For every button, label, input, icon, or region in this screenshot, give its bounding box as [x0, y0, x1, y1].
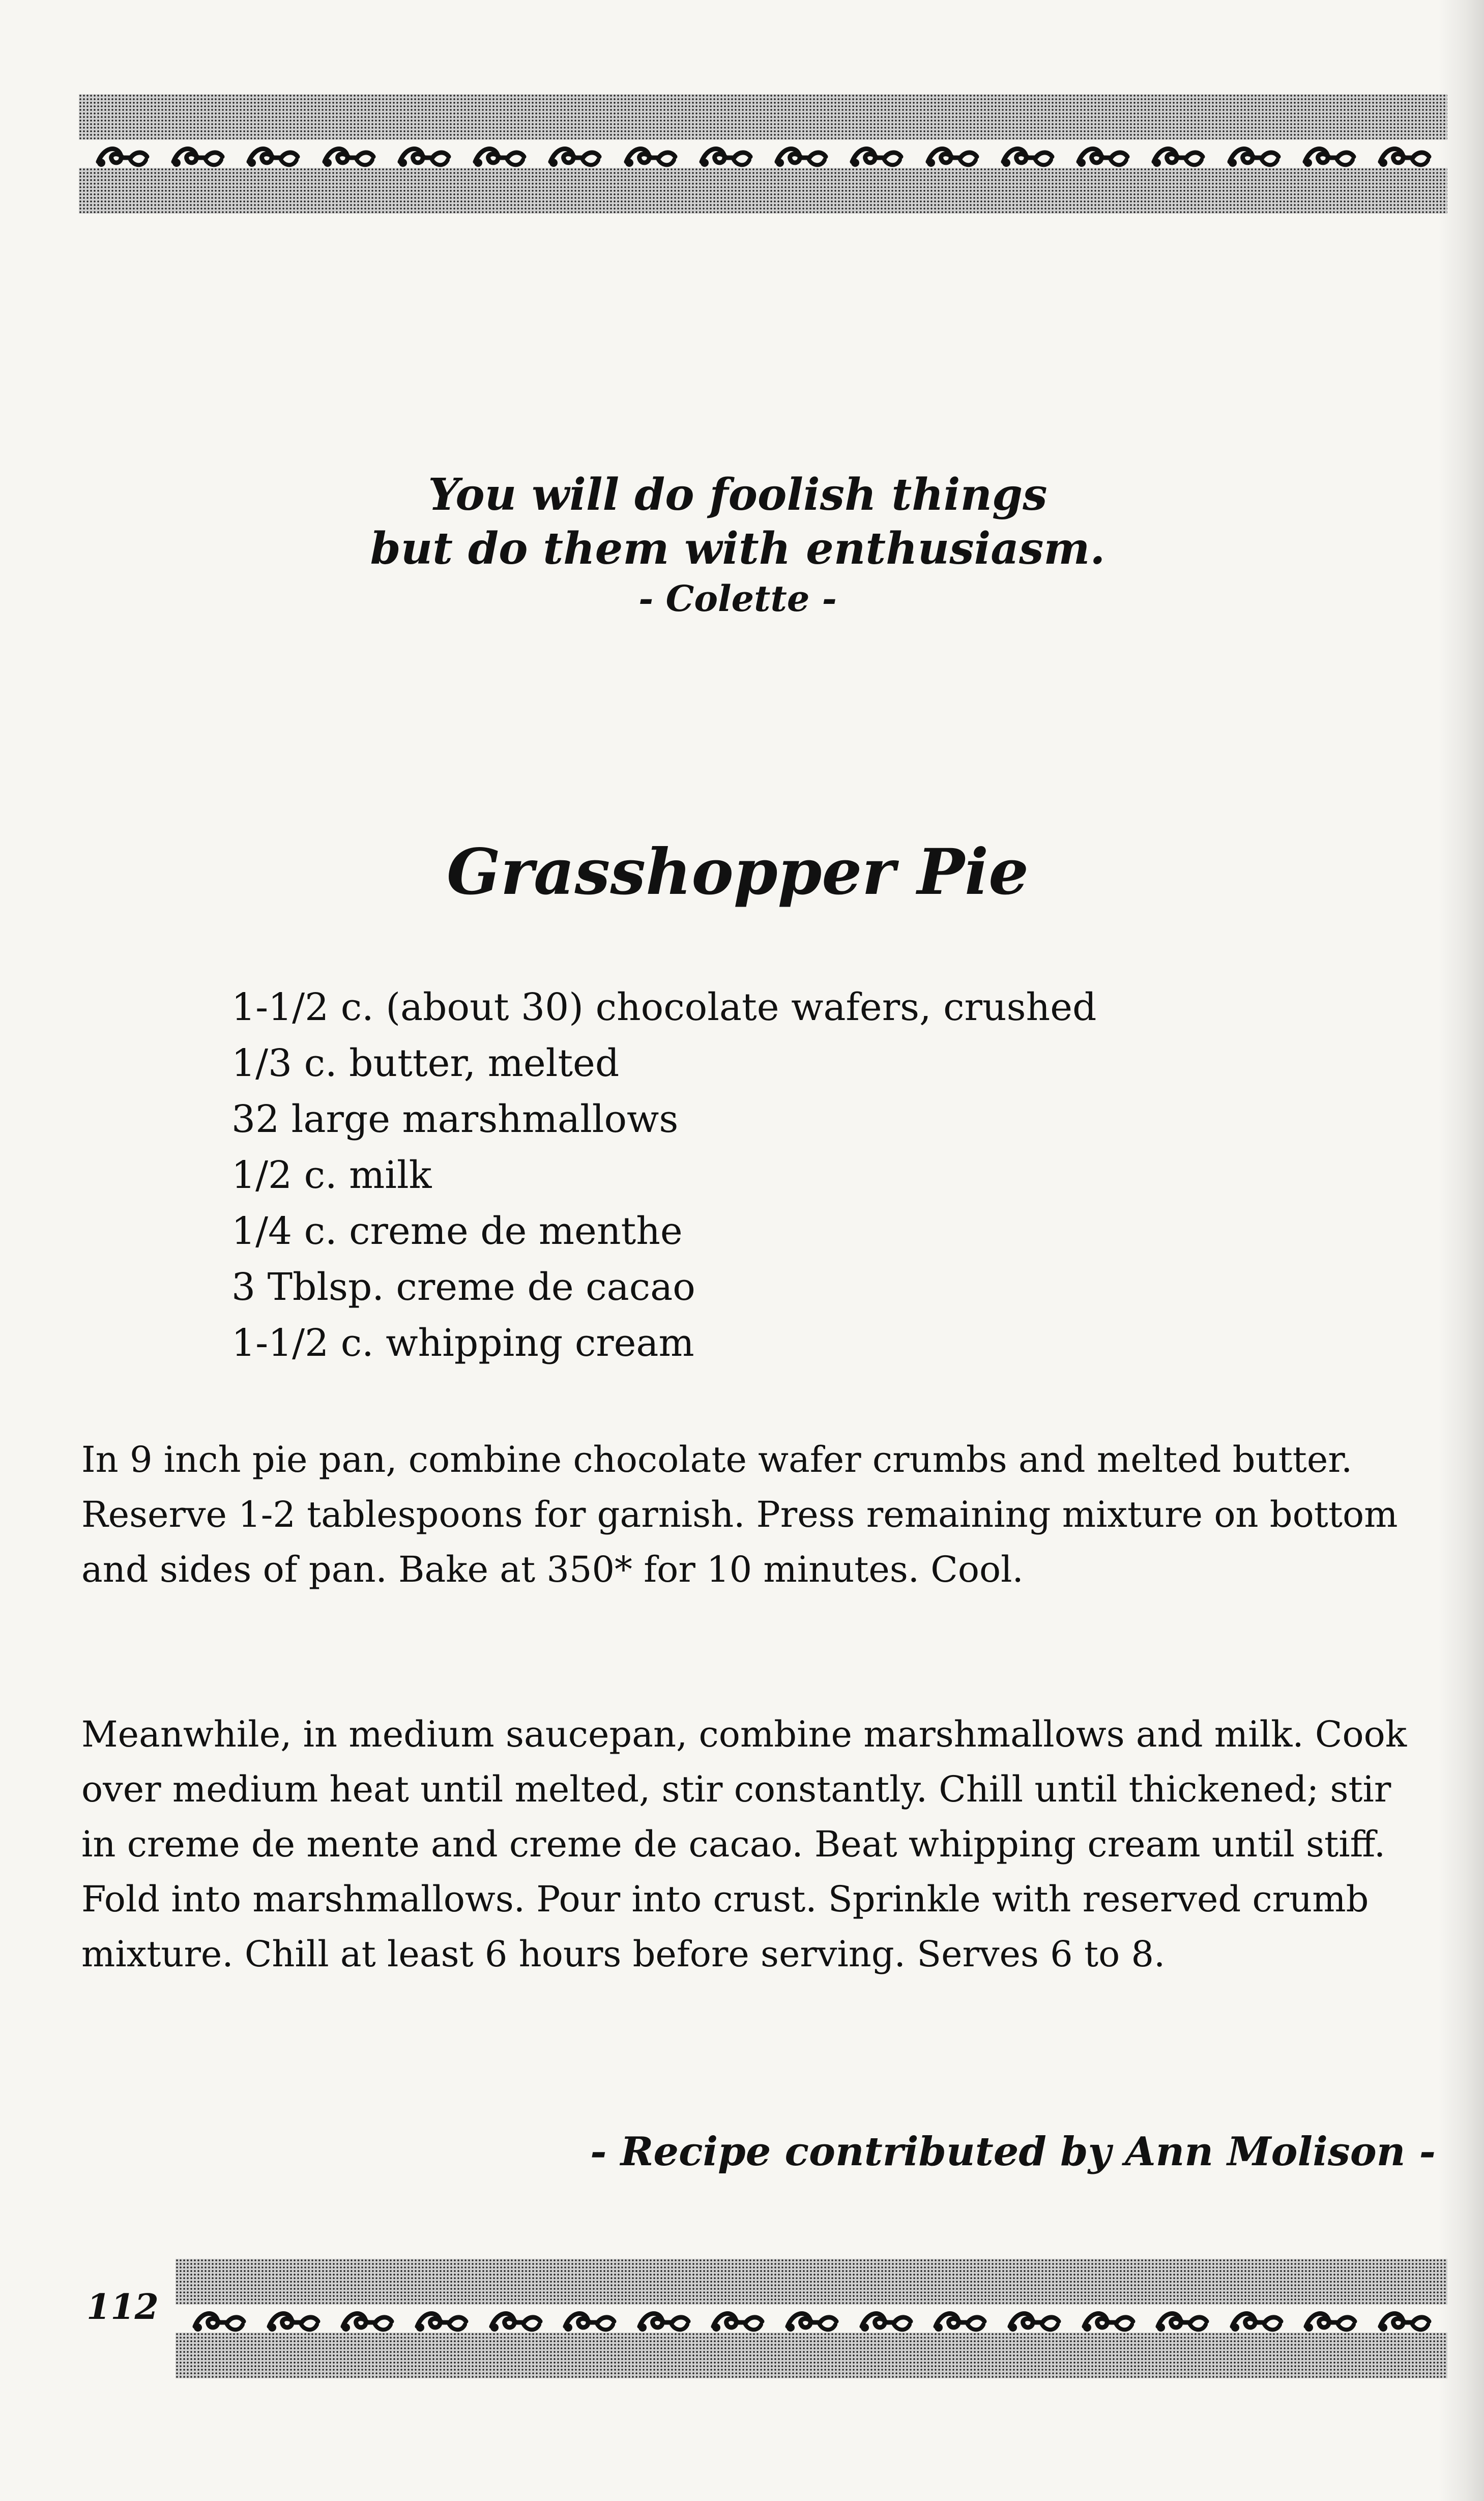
page-number: 112: [86, 2287, 159, 2328]
scroll-flourish-icon: [1150, 136, 1206, 172]
bottom-decorative-border: [176, 2259, 1447, 2378]
scroll-flourish-icon: [1302, 2301, 1358, 2337]
halftone-strip: [176, 2259, 1447, 2305]
epigraph-quote: [203, 468, 1272, 622]
halftone-strip: [176, 2333, 1447, 2378]
scroll-flourish-icon: [1006, 2301, 1062, 2337]
ingredient-item: 1/4 c. creme de menthe: [231, 1209, 683, 1253]
scroll-flourish-icon: [697, 136, 753, 172]
scroll-flourish-icon: [191, 2301, 247, 2337]
scroll-flourish-icon: [94, 136, 150, 172]
scroll-flourish-icon: [1074, 136, 1130, 172]
scroll-flourish-icon: [265, 2301, 321, 2337]
scroll-flourish-icon: [1376, 136, 1432, 172]
scroll-flourish-icon: [848, 136, 904, 172]
scroll-flourish-icon: [245, 136, 301, 172]
scroll-flourish-icon: [924, 136, 980, 172]
top-decorative-border: [79, 94, 1447, 214]
instructions-paragraph: In 9 inch pie pan, combine chocolate wafer crumbs and melted butter. Reserve 1-2 tablespoons for garnish. Press remaining mixture on bottom and sides of pan. Bake at 350* for 10 minutes. Cool.: [81, 1439, 1398, 1590]
quote-author: - Colette -: [638, 577, 837, 620]
scroll-flourish-icon: [773, 136, 829, 172]
scroll-flourish-icon: [858, 2301, 914, 2337]
page-edge-shadow: [1438, 0, 1484, 2501]
quote-line-2: but do them with enthusiasm.: [370, 523, 1105, 574]
ingredient-item: 1-1/2 c. (about 30) chocolate wafers, crushed: [231, 985, 1097, 1029]
scroll-flourish-icon: [471, 136, 527, 172]
scroll-flourish-icon: [1228, 2301, 1284, 2337]
scroll-flourish-icon: [1376, 2301, 1432, 2337]
scroll-flourish-icon: [999, 136, 1055, 172]
scroll-flourish-icon: [546, 136, 602, 172]
ingredient-list: [231, 979, 1097, 1371]
scroll-flourish-icon: [561, 2301, 617, 2337]
recipe-title: Grasshopper Pie: [446, 835, 1029, 909]
quote-line-1: You will do foolish things: [428, 469, 1047, 520]
ingredient-item: 1/3 c. butter, melted: [231, 1041, 620, 1085]
scroll-flourish-icon: [1301, 136, 1357, 172]
scroll-flourish-icon: [339, 2301, 395, 2337]
ingredient-item: 32 large marshmallows: [231, 1097, 679, 1141]
instructions-paragraph: Meanwhile, in medium saucepan, combine marshmallows and milk. Cook over medium heat until melted, stir constantly. Chill until thickened; stir in creme de mente and creme de cacao. Beat whipping cream until stiff. Fold into marshmallows. Pour into crust. Sprinkle with reserved crumb mixture. Chill at least 6 hours before serving. Serves 6 to 8.: [81, 1713, 1407, 1975]
scroll-flourish-icon: [709, 2301, 765, 2337]
ingredient-item: 3 Tblsp. creme de cacao: [231, 1265, 695, 1309]
scroll-flourish-icon: [396, 136, 452, 172]
scroll-flourish-icon: [169, 136, 225, 172]
recipe-credit: - Recipe contributed by Ann Molison -: [590, 2129, 1436, 2175]
ornament-row: [176, 2305, 1447, 2333]
scroll-flourish-icon: [783, 2301, 839, 2337]
halftone-strip: [79, 168, 1447, 214]
ornament-row: [79, 140, 1447, 168]
scroll-flourish-icon: [622, 136, 678, 172]
scroll-flourish-icon: [932, 2301, 987, 2337]
scroll-flourish-icon: [1154, 2301, 1210, 2337]
scroll-flourish-icon: [487, 2301, 543, 2337]
scroll-flourish-icon: [413, 2301, 469, 2337]
ingredient-item: 1-1/2 c. whipping cream: [231, 1321, 694, 1365]
scroll-flourish-icon: [1226, 136, 1282, 172]
scroll-flourish-icon: [1080, 2301, 1136, 2337]
scroll-flourish-icon: [635, 2301, 691, 2337]
scroll-flourish-icon: [321, 136, 376, 172]
halftone-strip: [79, 94, 1447, 140]
ingredient-item: 1/2 c. milk: [231, 1153, 432, 1197]
